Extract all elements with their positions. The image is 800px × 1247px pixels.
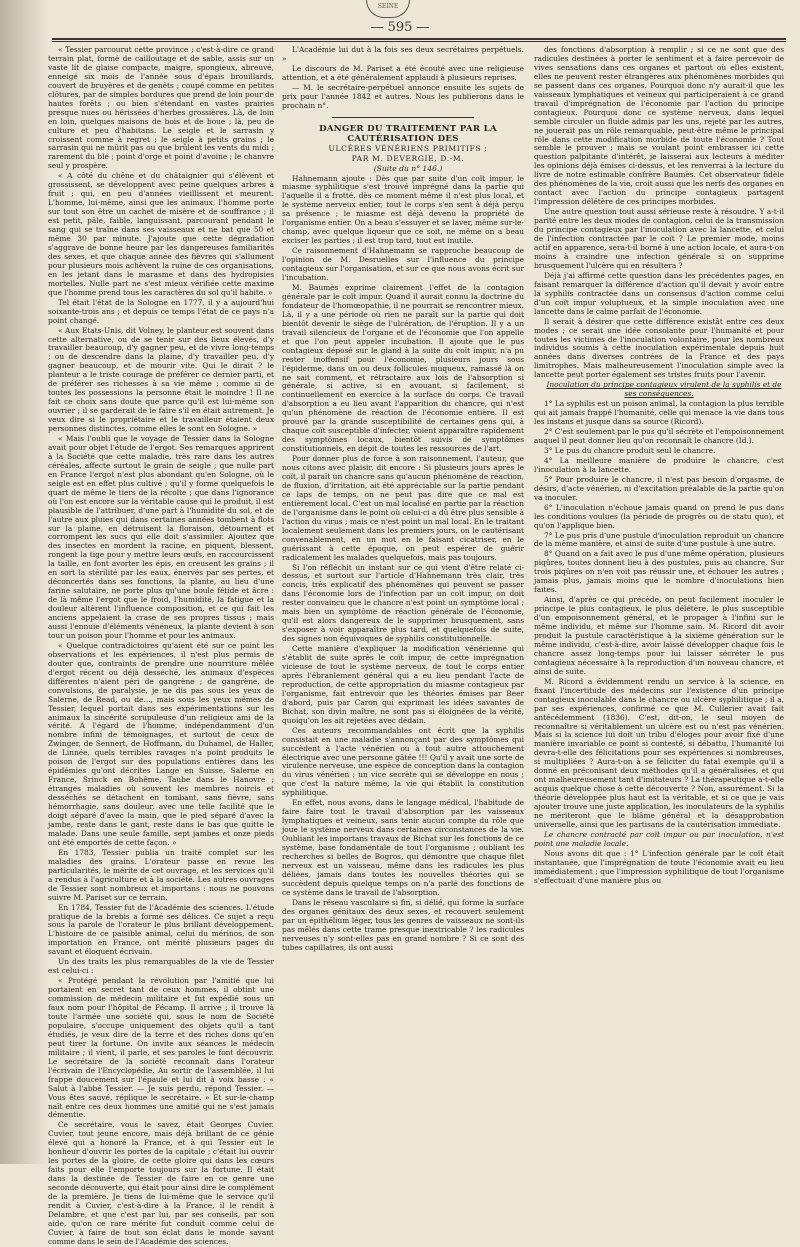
- paragraph: En 1783, Tessier publia un traité complet sur les maladies des grains. L'orateur passe en revue les particularités, le mérite de cet ouvrage, et les services qu'il a rendus à l'agriculture et à la société. Les autres ouvrages de Tessier sont nombreux et importans : nous ne pouvons suivre M. Pariset sur ce terrain.: [48, 847, 274, 902]
- paragraph: Ce secrétaire, vous le savez, était Georges Cuvier. Cuvier, tout jeune encore, mais déjà brillant de ce génie élevé qui a honoré la France, et à qui Tessier eut le bonheur d'ouvrir les portes de la capitale ; c'était lui ouvrir les portes de la gloire, de cette gloire qui dans les cœurs faits pour elle l'emporte toujours sur la fortune. Il était dans la destinée de Tessier de faire en ce genre une seconde découverte, qui était pour ainsi dire le complément de la première. Je tiens de lui-même que le service qu'il rendit à Cuvier, c'est-à-dire à la France, il le rendit à Delambre, et que c'est par lui, par ses conseils, par son aide, qu'on ce rare mérite fut conduit comme celui de Cuvier, à faire de tout son éclat dans le monde savant comme dans le sein de l'Académie des sciences.: [48, 1120, 274, 1246]
- article-continuation: (Suite du n° 146.): [373, 163, 443, 173]
- paragraph: « Mais l'oubli que le voyage de Tessier dans la Sologne avait pour objet l'étude de l'ergot. Ses remarques apprirent à la Société que cette maladie, très rare dans les autres céréales, affecte surtout le grain de seigle ; que nulle part en France l'ergot n'est plus abondant qu'en Sologne, où le seigle est en effet plus cultivé ; qu'il y forme quelquefois le quart de même le tiers de la récolte ; que dans l'ignorance où l'on est encore sur la véritable cause qui le produit, il est plausible de l'attribuer, d'une part à l'humidité du sol, et de l'autre aux pluies qui dans certaines années tombent à flots sur la plaine, en détruisent la floraison, détournent et corrompent les sucs qui elle doit s'assimiler. Ajoutez que des insectes en mordent la racine, en piquent, blessent, rongent la tige pour y mettre leurs œufs, en raccourcissent la taille, en font avorter les épis, en creusent les grains ; il en sort la stérilité par les eaux, énervés par ses pertes, et déconcertés dans ses fonctions, la plante, au lieu d'une farine salutaire, ne porte plus qu'une boule fétide et âcre : de là même l'ergot que le froid, l'humidité, la fatigue et la douleur altèrent l'influence composition, et ce qui fait les anciens appelaient la crase de ses propres tissus ; mais aussi l'ennuie d'éléments vénéneux, la plante devient à son tour un poison pour l'homme et pour les animaux.: [48, 433, 274, 640]
- paragraph: Tel était l'état de la Sologne en 1777, il y a aujourd'hui soixante-trois ans ; et depuis ce temps l'état de ce pays n'a point changé.: [48, 297, 274, 325]
- list-item: 7° Le pus pris d'une pustule d'inoculation reproduit un chancre de la même manière, et ainsi de suite d'une pustule à une autre.: [534, 530, 784, 549]
- paragraph-italic: Le chancre contracté par coït impur ou par inoculation, n'est point une maladie locale.: [534, 829, 784, 848]
- paragraph: Le discours de M. Pariset a été écouté avec une religieuse attention, et a été généralement applaudi à plusieurs reprises.: [282, 63, 524, 82]
- paragraph: « Tessier parcourut cette province ; c'est-à-dire ce grand terrain plat, formé de cailloutage et de sable, assis sur un vaste lit de glaise compacte, maigre, spongieux, abreuvé, enneigé six mois de l'année sous d'épais brouillards, couvert de bruyères et de genêts ; coupé comme en petites clôtures, par de simples bordures que prend de loin pour de hautes forêts ; ou bien s'étendant en vastes prairies presque nues ou hérissées d'herbes grossières. Là, de loin en loin, quelques maisons de bois et de boue ; là, peu de culture et peu d'habitans. Le seigle et le sarrasin y croissent comme à regret ; le seigle à petits grains ; le sarrasin qui ne mûrit pas ou que brûlent les vents du midi ; rarement du blé ; point d'orge et point d'avoine ; le chanvre seul y prospère.: [48, 45, 274, 171]
- paragraph: des fonctions d'absorption à remplir ; si ce ne sont que des radicules destinées à porter le sentiment et à faire percevoir de vives sensations dans ces organes et partout où elles existent, elles ne peuvent rester étrangères aux phénomènes morbides qui se passent dans ces organes. Pourquoi donc n'y aurait-il que les vaisseaux lymphatiques et veineux qui participeraient à ce grand travail d'imprégnation de l'économie par l'action du principe contagieux. Pourquoi donc ce système nerveux, dans lequel semble circuler un fluide admis par les uns, rejeté par les autres, ne jouerait pas un rôle remarquable, peut-être même le principal rôle dans cette modification morbide de toute l'économie ? Tout semble le prouver ; mais se voulant point embrasser ici cette question palpitante d'intérêt, je laisserai aux lecteurs à méditer les opinions déjà émises ci-dessus, et les renverrai à la lecture du livre de notre estimable confrère Baumès. Cet observateur fidèle des phénomènes de la vie, croit aussi que les nerfs des organes en contact avec l'action du principe contagieux partagent l'impression délétère de ces principes morbides.: [534, 45, 784, 207]
- paragraph: Pour donner plus de force à son raisonnement, l'auteur, que nous citons avec plaisir, dit encore : Si plusieurs jours après le coït, il paraît un chancre sans qu'aucun phénomène de réaction, de fluxion, d'irritation, ait été appréciable sur la partie pendant ce laps de temps, on ne peut pas dire que ce mal est entièrement local. C'est un mal localisé en partie par la réaction de l'organisme dans le point où celui-ci a dû être plus sensible à l'action du virus ; mais ce n'est point un mal local. En le traitant localement seulement dans les premiers jours, on le cautérisant convenablement, en un mot en le faisant cicatriser, en le guérissant à cette époque, on peut espérer de guérir radicalement les malades quelquefois, mais pas toujours.: [282, 454, 524, 562]
- paragraph: « A côté du chêne et du châtaignier qui s'élèvent et grossissent, se développent avec peine quelques arbres à fruit ; qui, en peu d'années vieillissent et meurent. L'homme, lui-même, ainsi que les animaux, l'homme porte sur tout son être un cachet de misère et de souffrance ; il est petit, pâle, faible, languissant, parcourant pendant le sang qui se traîne dans ses vaisseaux et ne bat que 50 et même 30 par minute. J'ajoute que cette dégradation s'aggrave de bonne heure par les dangereuses familiarités des sexes, et que chaque année des fièvres qui s'allument pour plusieurs mois achèvent la ruine de ces organisations, en les jetant dans le marasme et dans des hydropisies mortelles. Nulle part ne s'est mieux vérifiée cette maxime que l'homme prend tous les caractères du sol qu'il habite. »: [48, 171, 274, 297]
- list-item: 1° La syphilis est un poison animal, la contagion la plus terrible qui ait jamais frappé l'humanité, celle qui menace la vie dans tous les instans et jusque dans sa source (Ricord).: [534, 399, 784, 427]
- paragraph: Il serait à désirer que cette différence existât entre ces deux modes ; ce serait une idée consolante pour l'humanité et pour toutes les victimes de l'inoculation volontaire, pour les nombreux individus soumis à cette inoculation expérimentale depuis huit années dans diverses contrées de la France et des pays limitrophes. Mais malheureusement l'inoculation simple avec la lancette peut porter également ses tristes fruits pour l'avenir.: [534, 316, 784, 380]
- list-item: 5° Pour produire le chancre, il n'est pas besoin d'orgasme, de désirs, d'acte vénérien, ni d'excitation préalable de la partie qu'on va inoculer.: [534, 474, 784, 502]
- paragraph: Hahnemann ajoute : Dès que par suite d'un coït impur, le miasme syphilitique s'est trouvé imprégné dans la partie qui l'aquelle il a frotté, dès ce moment même il n'est plus local, et le système nerveux entier, tout le corps s'en sent à déjà perçu sa présence ; le miasme est déjà devenu la propriété de l'organisme entier. On a beau s'essuyer et se laver, même sur-le-champ, avec quelque liqueur que ce soit, ne même on a beau exciser les parties ; il est trop tard, tout est inutile.: [282, 173, 524, 246]
- column-3: [534, 46, 784, 1158]
- section-divider: [332, 117, 474, 118]
- paragraph: Nous avons dit que : 1° L'infection générale par le coït était instantanée, que l'imprégnation de toute l'économie avait eu lieu immédiatement ; que l'impression syphilitique de tout l'organisme s'effectuait d'une manière plus ou: [534, 848, 784, 885]
- paragraph: « Quelque contradictoires qu'aient été sur ce point les observations et les expériences, il n'est plus permis de douter que, contraints de prendre une nourriture mêlée d'ergot récent ou déjà desséché, les animaux d'espèces différentes n'aient péri de gangrène ; de gangrène, de convulsions, de paralysie, je ne dis pas sous les yeux de Salerne, de Read, ou de..., mais sous les yeux mêmes de Tessier, lequel portait dans ses expérimentations sur les animaux la sincérité scrupuleuse d'un religieux ami de la vérité. A l'égard de l'homme, indépendamment d'un nombre infini de témoignages, et surtout de ceux de Zwinger, de Sennert, de Hoffmann, du Duhamel, de Haller, de Linnée, quels terribles ravages n'a point produits le poison de l'ergot sur des populations entières dans les épidémies qu'ont décrites Lange en Suisse, Salerne en France, Srinck en Bohême, Taube dans le Hanovre ; étranges maladies où souvent les membres noircis et desséchés se détachent en tombant, sans fièvre, sans hémorrhagie, sans douleur, avec une telle facilité que le doigt séparé d'avec la main, que le pied séparé d'avec la jambe, reste dans le gant, reste dans le bas que quitte le malade. Dans une seule famille, sept jambes et onze pieds ont été emportés de cette façon. »: [48, 640, 274, 847]
- paragraph: Ce raisonnement d'Hahnemann se rapproche beaucoup de l'opinion de M. Desruelles sur l'influence du principe contagieux sur l'organisation, et sur ce que nous avons écrit sur l'incubation.: [282, 246, 524, 283]
- paragraph: En effet, nous avons, dans le langage médical, l'habitude de faire faire tout le travail d'absorption par les vaisseaux lymphatiques et veineux, sans tenir aucun compte du rôle que joue le système nerveux dans certaines circonstances de la vie. Oubliant les importans travaux de Bichat sur les fonctions de ce système, base fondamentale de tout l'organisme ; oubliant les recherches si belles de Bogros, qui démontre que chaque filet nerveux est un vaisseau, même dans les radicules les plus déliées, jamais dans toutes les nouvelles théories qui se succèdent depuis quelque temps on n'a parlé des fonctions de ce système dans le travail de l'absorption.: [282, 798, 524, 897]
- list-item: 6° L'inoculation n'échoue jamais quand on prend le pus dans les conditions voulues (la période de progrès ou de statu quo), et qu'on l'applique bien.: [534, 502, 784, 530]
- paragraph: Ainsi, d'après ce qui précède, on peut facilement inoculer le principe le plus contagieux, le plus délétère, le plus susceptible d'un empoisonnement général, et le propager à l'infini sur le même individu, et même sur l'homme sain. M. Ricord dit avoir produit la pustule caractéristique à la sixième génération sur le même individu, c'est-à-dire, avoir laissé développer chaque fois le chancre assez long-temps pour lui laisser sécréter le pus contagieux nécessaire à la reproduction d'un nouveau chancre, et ainsi de suite.: [534, 595, 784, 676]
- page-number: — 595 —: [370, 20, 430, 35]
- paragraph: Cette manière d'expliquer la modification vénérienne qui s'établit de suite après le coït impur, de cette imprégnation vicieuse de tout le système nerveux, de tout le corps entier après l'ébranlement général qui a eu lieu pendant l'acte de reproduction, de cette appropriation du miasme contagieux par l'organisme, fait entrevoir que les théories émises par Beer d'abord, puis par Caron qui exprimait les idées savantes de Bichat, son divin maître, ne sont pas si éloignées de la vérité, quoiqu'on les ait rejetées avec dédain.: [282, 644, 524, 725]
- paragraph: « Aux Etats-Unis, dit Volney, le planteur est souvent dans cette alternative, ou de se tenir sur des lieux élevés, d'y travailler beaucoup, d'y gagner peu, et de vivre long-temps ; ou de descendre dans la plaine, d'y travailler peu, d'y gagner beaucoup, et de mourir vite. Qui le dirait ? le planteur a le triste courage de préférer ce dernier parti, et de préférer ses richesses à sa vie même ; comme si de toutes les possessions la personne était le moindre ! Il ne fait ce choix sans doute que parce qu'il est lui-même son ouvrier ; il se garderait de le faire s'il en était autrement. Je veux dire si le propriétaire et le travailleur étaient deux personnes distinctes, comme elles le sont en Sologne. »: [48, 325, 274, 434]
- list-item: 3° Le pus du chancre produit seul le chancre.: [544, 445, 716, 455]
- article-author: PAR M. DEVERGIE, D.-M.: [351, 153, 465, 163]
- paragraph: « Protégé pendant la révolution par l'amitié que lui portaient en secret tant de ceux hommes, il obtint une commission de médecin militaire et fut expédié sous un faux nom pour l'hôpital de Fécamp. Il arrive ; il trouve là toute l'armée une société qui, sous le nom de Société populaire, s'occupe uniquement des objets qu'il a tant étudiés, je veux dire de la terre et des riches dons qu'en peut tirer la fortune. On invite aux séances le médecin militaire ; il vient, il parle, et ses paroles le font découvrir. Le secrétaire de la société reconnaît dans l'orateur l'écrivain de l'Encyclopédie. Au sortir de l'assemblée, il lui frappe doucement sur l'épaule et lui dit à voix basse : « Salut à l'abbé Tessier. — Je suis perdu, répond Tessier. —Vous êtes sauvé, réplique le secrétaire. » Et sur-le-champ naît entre ces deux hommes une amitié qui ne s'est jamais démentie.: [48, 976, 274, 1120]
- paragraph: Si l'on réfléchit un instant sur ce qui vient d'être relaté ci-dessus, et surtout sur l'article d'Hahnemann très clair, très concis, très explicatif des phénomènes qui peuvent se passer dans l'économie lors de l'infection par un coït impur, on doit rester convaincu que le chancre n'est point un symptôme local ; mais bien un symptôme de réaction générale de l'économie, qu'il est alors dangereux de le supprimer brusquement, sans s'exposer à voir apparaître plus tard, et quelquefois de suite, des signes non équivoques de syphilis constitutionnelle.: [282, 562, 524, 644]
- list-item: 8° Quand on a fait avec le pus d'une même opération, plusieurs piqûres, toutes donnent lieu à des pustules, puis au chancre. Sur trois piqûres on n'en voit pas réussir une, et échouer les autres ; jamais plus, jamais moins que le nombre d'inoculations bien faites.: [534, 549, 784, 595]
- paragraph: Un des traits les plus remarquables de la vie de Tessier est celui-ci :: [48, 957, 274, 976]
- paragraph: Une autre question tout aussi sérieuse reste à résoudre. Y a-t-il parité entre les deux modes de contagion, celui de la transmission du principe contagieux par l'inoculation avec la lancette, et celui de l'infection contractée par le coït ? Le premier mode, moins actif en apparence, sera-t-il borné à une action locale, et aura-t-on moins à craindre une infection générale si on supprime brusquement l'ulcère qui en résultera ?: [534, 207, 784, 270]
- header-rule: [52, 38, 786, 40]
- list-item: 2° C'est seulement par le pus qu'il sécrète et l'empoisonnement auquel il peut donner lieu qu'on reconnaît le chancre (Id.).: [534, 427, 784, 445]
- column-2: [282, 46, 524, 1158]
- header-rule-thin: [52, 41, 786, 42]
- list-item: 4° La meilleure manière de produire le chancre, c'est l'inoculation à la lancette.: [534, 455, 784, 474]
- paragraph: L'Académie lui dut à la fois ses deux secrétaires perpétuels. »: [282, 45, 524, 63]
- section-subtitle: Inoculation du principe contagieux virulent de la syphilis et de ses conséquences.: [546, 380, 782, 399]
- library-stamp: SEINE: [366, 0, 410, 18]
- paragraph: M. Ricord a évidemment rendu un service à la science, en fixant l'incertitude des médecins sur l'existence d'un principe contagieux inoculable dans le chancre ou ulcère syphilitique ; il a, par ses expériences, confirmé ce que M. Cullerier avait fait antécédemment (1836). C'est, dit-on, le seul moyen de reconnaître si véritablement un ulcère est ou n'est pas vénérien. Mais si la science lui doit un tribu d'éloges pour avoir fixé d'une manière invariable ce point si contesté, si débattu, l'humanité lui devra-t-elle des félicitations pour ses expériences si nombreuses, si multipliées ? Aura-t-on à se féliciter du fatal exemple qu'il a donné en préconisant deux méthodes qu'il a généralisées, et qui ont malheureusement tant d'imitateurs ? La thérapeutique a-t-elle acquis quelque chose à cette découverte ? Non, assurément. Si la théorie développée plus haut est la véritable, et si ce que je vais ajouter trouve une juste application, les inoculateurs de la syphilis ne mériteront que le blâme général et la désapprobation universelle, ainsi que les partisans de la cautérisation immédiate.: [534, 676, 784, 830]
- article-title-line-2: ULCÈRES VÉNÉRIENS PRIMITIFS ;: [328, 143, 488, 153]
- paragraph: En 1784, Tessier fut de l'Académie des sciences. L'étude pratique de la brebis a formé ses délices. Ce sujet a reçu sous la parole de l'orateur le plus brillant développement. L'histoire de ce paisible animal, celui du mérinos, de son importation en France, ont mérité plusieurs pages du savant et éloquent écrivain.: [48, 902, 274, 957]
- numbered-list: [534, 400, 784, 595]
- paragraph: M. Baumès exprime clairement l'effet de la contagion générale par le coït impur. Quand il aurait connu la doctrine du fondateur de l'homœopathie, il ne pourrait se rencontrer mieux. Là, il y a une période où rien ne paraît sur la partie qui doit bientôt devenir le siège de l'ulcération, de l'éruption. Il y a un travail silencieux de l'organe et de l'économie que l'on appelle et que l'on peut appeler incubation. Il ajoute que le pus contagieux déposé sur le gland à la suite du coït impur, n'a pu rester inoffensif pour l'économie, plusieurs jours sous l'épiderme, dans un ou deux follicules muqueux, ramassé là on ne sait comment, et rétractaire aux lois de l'absorption si générale, si active, si en avouant, si facilement, si continuellement en exercice à la surface du corps. Ce travail d'absorption a eu lieu avant l'apparition du chancre, qui n'est qu'un phénomène de réaction de l'économie entière. Il est prouvé par la grande susceptibilité de certaines gens qui, à chaque coït susceptible d'infecter, voient apparaître rapidement des symptômes locaux, bientôt suivis de symptômes constitutionnels, en dépit de toutes les ressources de l'art.: [282, 282, 524, 454]
- binding-shadow: [0, 0, 48, 1164]
- paragraph: Ces auteurs recommandables ont écrit que la syphilis consistait en une maladie s'annonçant par des symptômes qui succèdent à l'acte vénérien ou à tout autre attouchement électrique avec une personne gâtée !!! Qu'il y avait une sorte de virulence nerveuse, une espèce de conception dans la contagion du virus vénérien ; un vice secrète qui se développe en nous ; que c'est la nature même, la vie qui établit la constitution syphilitique.: [282, 725, 524, 798]
- paragraph: — M. le secrétaire-perpétuel annonce ensuite les sujets de prix pour l'année 1842 et autres. Nous les publierons dans le prochain n°.: [282, 82, 524, 110]
- column-1: [48, 45, 274, 1246]
- paragraph: Dans le réseau vasculaire si fin, si délié, qui forme la surface des organes génitaux des deux sexes, et recouvert seulement par un épithélium léger, tous les genres de vaisseaux ne sont-ils pas mêlés dans cette trame presque inextricable ? les radicules nerveuses n'y sont-elles pas en grand nombre ? Si ce sont des tubes capillaires, ils ont aussi: [282, 897, 524, 952]
- paragraph: Déjà j'ai affirmé cette question dans les précédentes pages, en faisant remarquer la différence d'action qu'il devait y avoir entre la syphilis contractée dans un consensus d'action comme celui d'un coït impur voluptueux, et la simple inoculation avec une lancette dans le calme parfait de l'économie.: [534, 270, 784, 316]
- article-title: DANGER DU TRAITEMENT PAR LA CAUTÉRISATION DES: [319, 123, 497, 144]
